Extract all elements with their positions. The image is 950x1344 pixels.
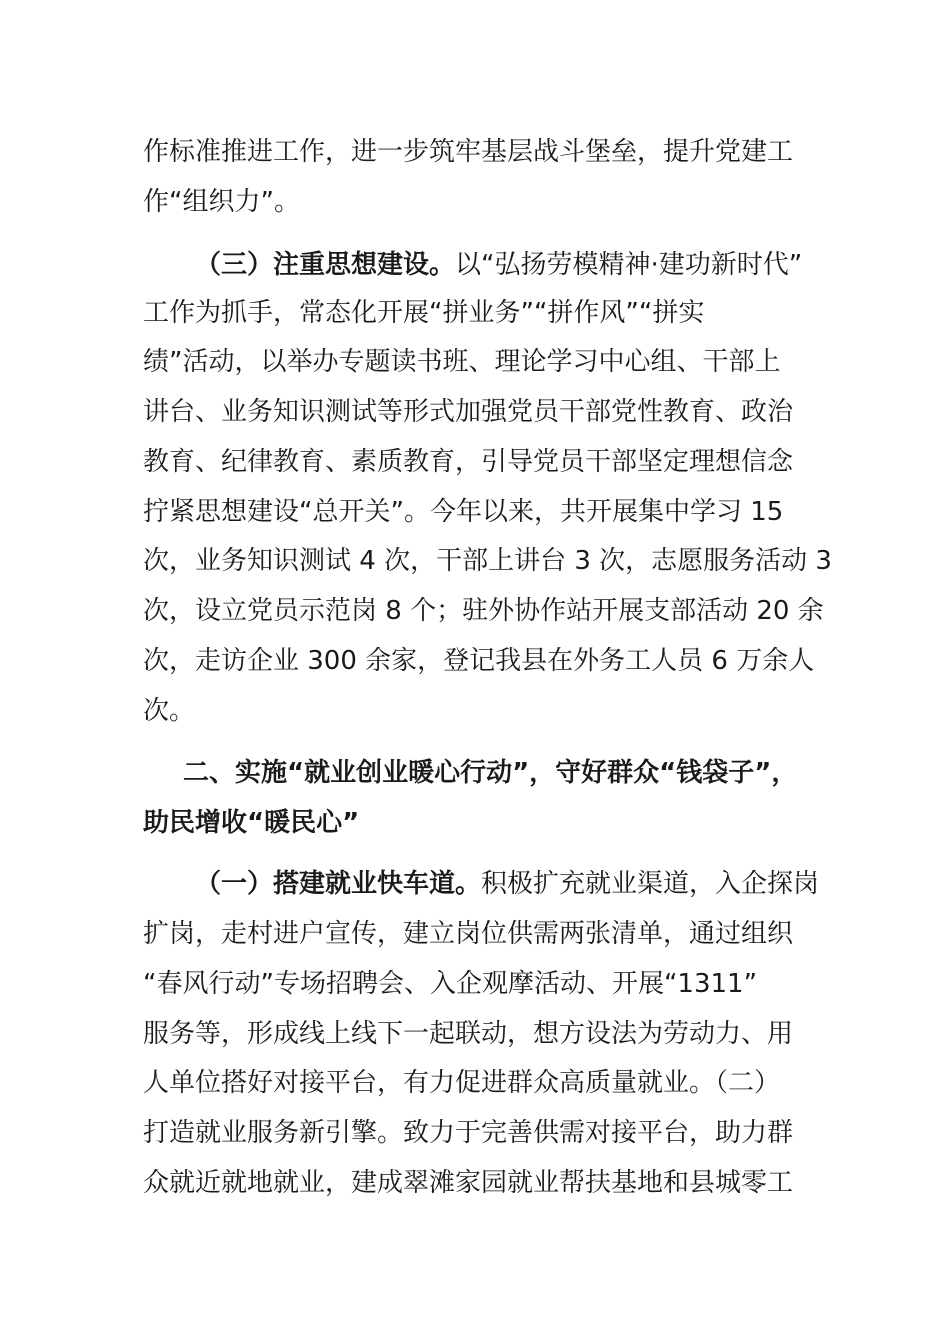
section-heading: 二、实施“就业创业暖心行动”，守好群众“钱袋子”， (183, 758, 798, 788)
paragraph-line: 服务等，形成线上线下一起联动，想方设法为劳动力、用 (143, 1019, 794, 1049)
paragraph-text: 积极扩充就业渠道，入企探岗 (481, 869, 820, 899)
section-lead: （一）搭建就业快车道。 (195, 869, 482, 899)
paragraph-line: 教育、纪律教育、素质教育，引导党员干部坚定理想信念 (143, 447, 794, 477)
paragraph-line: 工作为抓手，常态化开展“拼业务”“拼作风”“拼实 (143, 298, 705, 328)
paragraph-line: 次，设立党员示范岗 8 个；驻外协作站开展支部活动 20 余 (143, 596, 824, 626)
paragraph-line: 众就近就地就业，建成翠滩家园就业帮扶基地和县城零工 (143, 1168, 794, 1198)
paragraph-line: 作“组织力”。 (143, 187, 300, 217)
paragraph-line: 扩岗，走村进户宣传，建立岗位供需两张清单，通过组织 (143, 919, 794, 949)
paragraph-line: 打造就业服务新引擎。致力于完善供需对接平台，助力群 (143, 1118, 794, 1148)
paragraph-line: 拧紧思想建设“总开关”。今年以来，共开展集中学习 15 (143, 497, 784, 527)
paragraph-line (195, 869, 819, 899)
section-lead: （三）注重思想建设。 (195, 250, 456, 280)
paragraph-line: “春风行动”专场招聘会、入企观摩活动、开展“1311” (143, 969, 758, 999)
paragraph-line: 绩”活动，以举办专题读书班、理论学习中心组、干部上 (143, 347, 781, 377)
paragraph-line: 讲台、业务知识测试等形式加强党员干部党性教育、政治 (143, 397, 794, 427)
paragraph-line: 次。 (143, 696, 196, 726)
paragraph-line: 作标准推进工作，进一步筑牢基层战斗堡垒，提升党建工 (143, 137, 794, 167)
paragraph-line (195, 250, 802, 280)
paragraph-line: 人单位搭好对接平台，有力促进群众高质量就业。（二） (143, 1068, 781, 1098)
paragraph-text: 以“弘扬劳模精神·建功新时代” (455, 250, 803, 280)
paragraph-line: 次，走访企业 300 余家，登记我县在外务工人员 6 万余人 (143, 646, 815, 676)
paragraph-line: 次，业务知识测试 4 次，干部上讲台 3 次，志愿服务活动 3 (143, 546, 832, 576)
section-heading: 助民增收“暖民心” (143, 808, 360, 838)
